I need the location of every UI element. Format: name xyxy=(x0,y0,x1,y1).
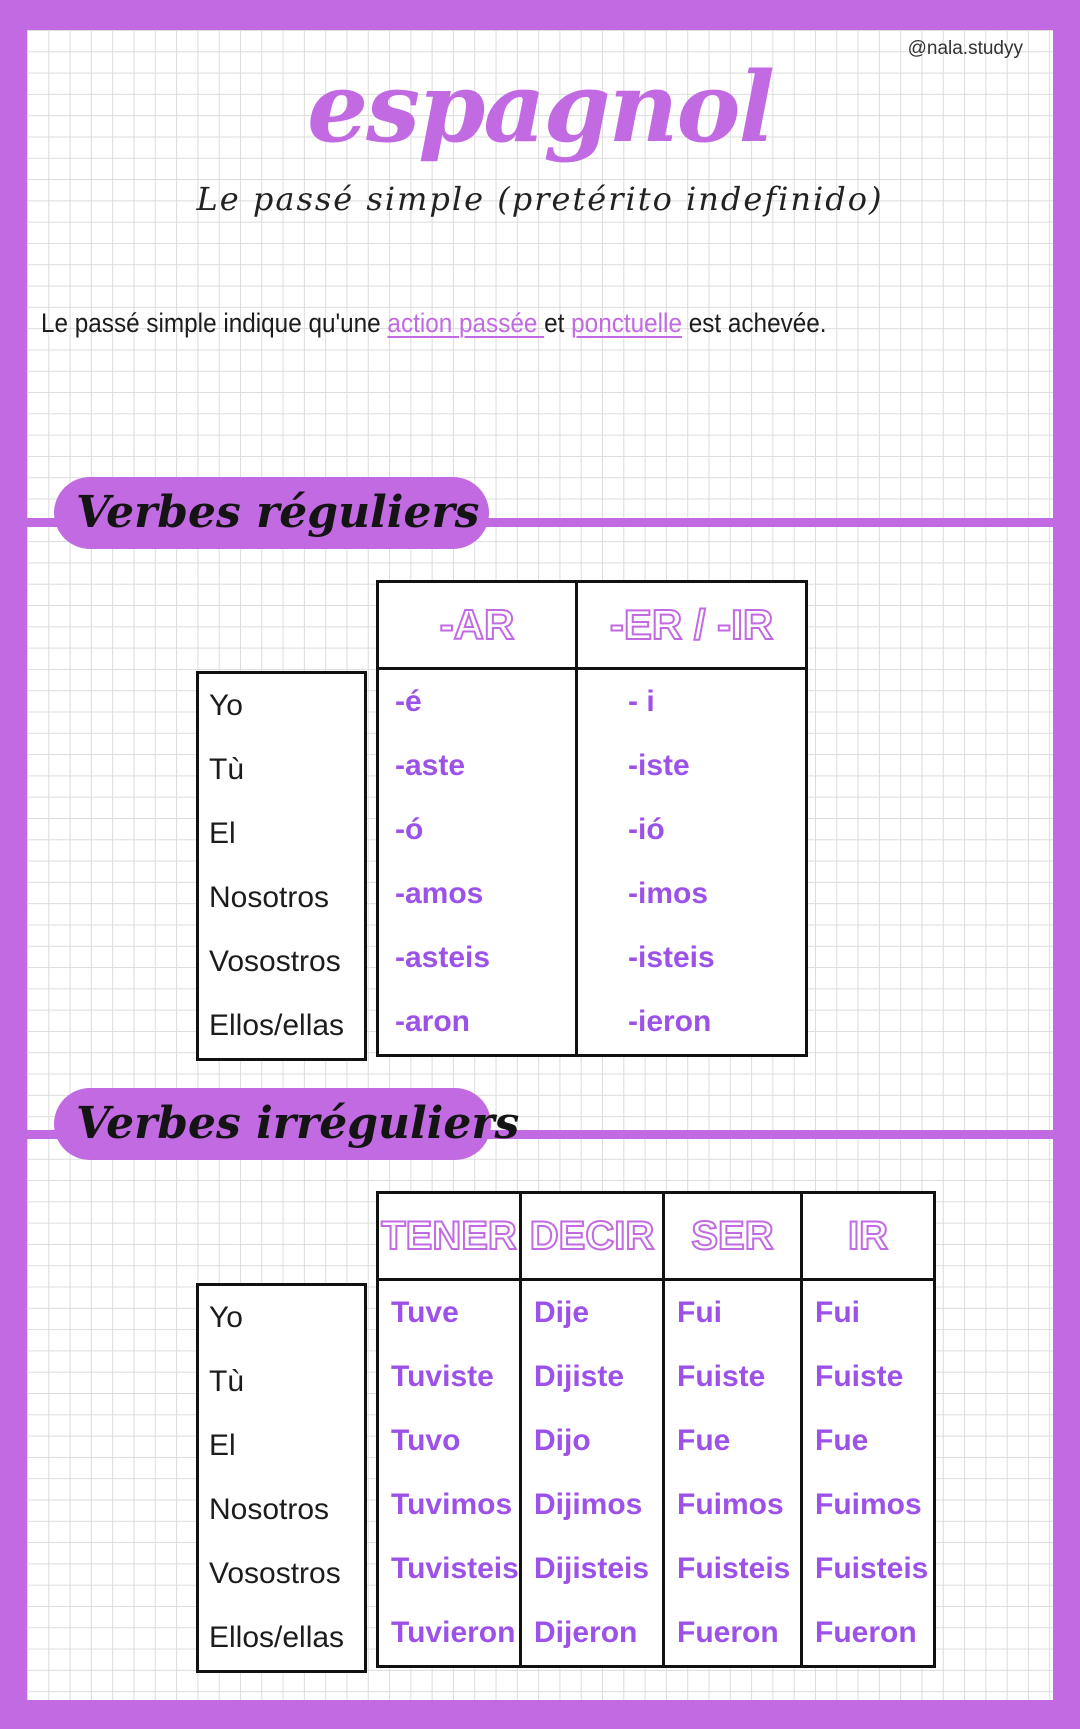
table-row xyxy=(378,1409,935,1473)
table-row xyxy=(198,738,366,802)
table-row xyxy=(378,798,807,862)
intro-text-mid: et xyxy=(544,308,572,338)
intro-highlight-action: action passée xyxy=(387,308,545,338)
pronoun-cell: Yo xyxy=(209,1301,243,1334)
regular-endings-table xyxy=(376,580,808,1057)
column-header-tener: TENER xyxy=(378,1193,521,1280)
ending-cell: - i xyxy=(577,669,807,735)
pronoun-cell: Vosostros xyxy=(209,1557,341,1590)
table-header-row xyxy=(378,1193,935,1280)
table-row xyxy=(378,926,807,990)
column-header-ser: SER xyxy=(664,1193,802,1280)
conjugation-cell: Fuiste xyxy=(802,1345,935,1409)
ending-cell: -é xyxy=(378,669,577,735)
table-row xyxy=(378,1537,935,1601)
conjugation-cell: Dijiste xyxy=(521,1345,664,1409)
conjugation-cell: Dijisteis xyxy=(521,1537,664,1601)
conjugation-cell: Fueron xyxy=(802,1601,935,1667)
conjugation-cell: Dijeron xyxy=(521,1601,664,1667)
ending-cell: -isteis xyxy=(577,926,807,990)
table-row xyxy=(198,1478,366,1542)
conjugation-cell: Fue xyxy=(802,1409,935,1473)
ending-cell: -amos xyxy=(378,862,577,926)
pronoun-cell: Vosostros xyxy=(209,945,341,978)
section-heading-regular-text: Verbes réguliers xyxy=(76,487,480,538)
conjugation-cell: Fuisteis xyxy=(664,1537,802,1601)
conjugation-cell: Fueron xyxy=(664,1601,802,1667)
irregular-pronoun-table xyxy=(196,1283,367,1673)
column-header-er-ir: -ER / -IR xyxy=(577,582,807,669)
ending-cell: -ió xyxy=(577,798,807,862)
pronoun-cell: El xyxy=(209,817,236,850)
page-subtitle: Le passé simple (pretérito indefinido) xyxy=(196,180,884,218)
intro-sentence xyxy=(41,308,827,339)
table-row xyxy=(378,1601,935,1667)
table-row xyxy=(198,930,366,994)
notes-page xyxy=(27,30,1053,1700)
conjugation-cell: Fuimos xyxy=(664,1473,802,1537)
column-header-ar: -AR xyxy=(378,582,577,669)
ending-cell: -iste xyxy=(577,734,807,798)
table-row xyxy=(198,673,366,739)
section-heading-irregular xyxy=(54,1088,520,1160)
table-row xyxy=(198,1285,366,1351)
conjugation-cell: Tuvieron xyxy=(378,1601,521,1667)
table-row xyxy=(378,990,807,1056)
pronoun-cell: El xyxy=(209,1429,236,1462)
conjugation-cell: Fuimos xyxy=(802,1473,935,1537)
conjugation-cell: Dijo xyxy=(521,1409,664,1473)
conjugation-cell: Tuvisteis xyxy=(378,1537,521,1601)
table-header-row xyxy=(378,582,807,669)
pronoun-cell: Tù xyxy=(209,1365,245,1398)
table-row xyxy=(378,862,807,926)
pronoun-cell: Nosotros xyxy=(209,1493,330,1526)
pronoun-cell: Nosotros xyxy=(209,881,330,914)
ending-cell: -asteis xyxy=(378,926,577,990)
page-title: espagnol xyxy=(307,51,773,164)
intro-text-start: Le passé simple indique qu'une xyxy=(41,308,388,338)
ending-cell: -imos xyxy=(577,862,807,926)
conjugation-cell: Fue xyxy=(664,1409,802,1473)
conjugation-cell: Fuisteis xyxy=(802,1537,935,1601)
table-row xyxy=(378,1345,935,1409)
table-row xyxy=(198,1414,366,1478)
conjugation-cell: Fui xyxy=(802,1280,935,1346)
table-row xyxy=(198,994,366,1060)
conjugation-cell: Fui xyxy=(664,1280,802,1346)
table-row xyxy=(378,734,807,798)
conjugation-cell: Tuviste xyxy=(378,1345,521,1409)
ending-cell: -aron xyxy=(378,990,577,1056)
table-row xyxy=(378,669,807,735)
table-row xyxy=(198,1542,366,1606)
table-row xyxy=(198,866,366,930)
table-row xyxy=(198,802,366,866)
table-row xyxy=(198,1606,366,1672)
author-handle: @nala.studyy xyxy=(907,38,1023,59)
section-heading-regular xyxy=(54,477,489,549)
pronoun-cell: Yo xyxy=(209,689,243,722)
conjugation-cell: Dije xyxy=(521,1280,664,1346)
irregular-verbs-table xyxy=(376,1191,936,1668)
conjugation-cell: Dijimos xyxy=(521,1473,664,1537)
conjugation-cell: Tuvimos xyxy=(378,1473,521,1537)
conjugation-cell: Tuve xyxy=(378,1280,521,1346)
section-heading-irregular-text: Verbes irréguliers xyxy=(76,1098,520,1149)
ending-cell: -ieron xyxy=(577,990,807,1056)
intro-highlight-ponctuelle: ponctuelle xyxy=(571,308,682,338)
pronoun-cell: Ellos/ellas xyxy=(209,1621,345,1654)
regular-pronoun-table xyxy=(196,671,367,1061)
table-row xyxy=(378,1280,935,1346)
pronoun-cell: Tù xyxy=(209,753,245,786)
conjugation-cell: Fuiste xyxy=(664,1345,802,1409)
table-row xyxy=(378,1473,935,1537)
table-row xyxy=(198,1350,366,1414)
intro-text-end: est achevée. xyxy=(681,308,827,338)
ending-cell: -ó xyxy=(378,798,577,862)
column-header-ir: IR xyxy=(802,1193,935,1280)
pronoun-cell: Ellos/ellas xyxy=(209,1009,345,1042)
conjugation-cell: Tuvo xyxy=(378,1409,521,1473)
column-header-decir: DECIR xyxy=(521,1193,664,1280)
ending-cell: -aste xyxy=(378,734,577,798)
